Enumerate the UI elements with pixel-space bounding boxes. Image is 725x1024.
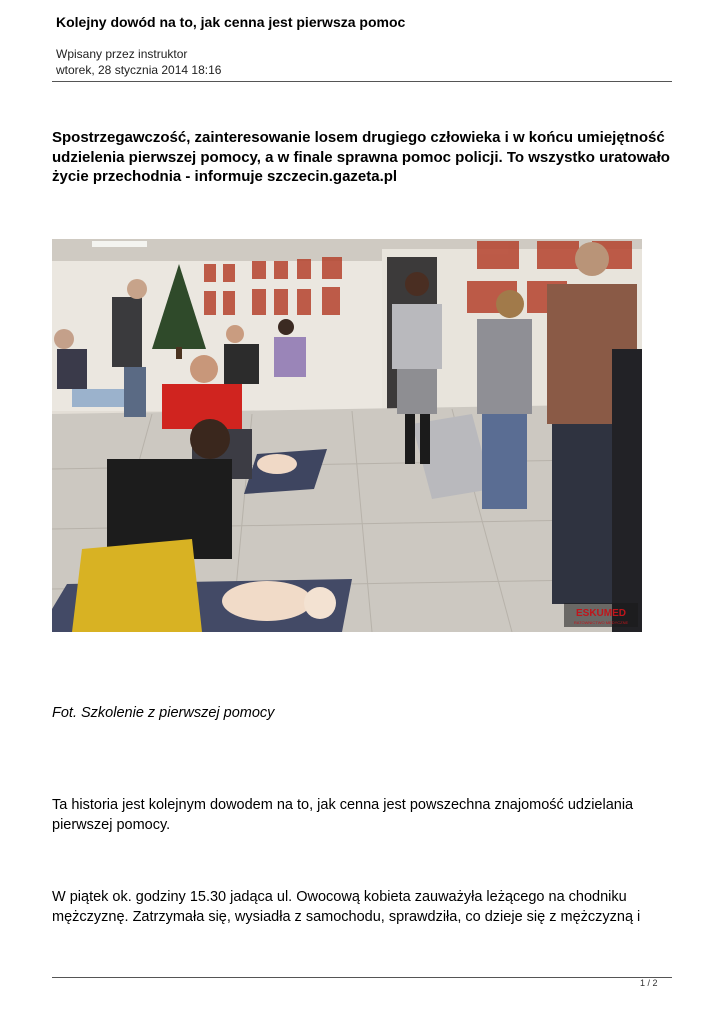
watermark-text: ESKUMED	[575, 608, 627, 619]
lead-line: życie przechodnia - informuje szczecin.gazeta.pl	[52, 168, 398, 185]
page-number: 1 / 2	[640, 978, 658, 988]
article-title: Kolejny dowód na to, jak cenna jest pierwsza pomoc	[56, 14, 406, 30]
lead-paragraph	[52, 128, 672, 187]
body-paragraph-2	[52, 887, 672, 927]
watermark-subtext: RATOWNICTWO MEDYCZNE	[573, 620, 629, 625]
header-divider	[52, 81, 672, 82]
lead-line: udzielenia pierwszej pomocy, a w finale sprawna pomoc policji. To wszystko uratowało	[52, 148, 670, 166]
article-meta	[56, 46, 221, 78]
paragraph-line: mężczyznę. Zatrzymała się, wysiadła z samochodu, sprawdziła, co dzieje się z mężczyzną i	[52, 909, 641, 925]
author-line: Wpisany przez instruktor	[56, 47, 188, 61]
first-aid-training-photo	[52, 239, 642, 632]
footer-divider	[52, 977, 672, 978]
article-photo	[52, 239, 642, 632]
paragraph-line: W piątek ok. godziny 15.30 jadąca ul. Owocową kobieta zauważyła leżącego na chodniku	[52, 889, 627, 905]
body-paragraph-1	[52, 795, 672, 835]
photo-caption: Fot. Szkolenie z pierwszej pomocy	[52, 705, 275, 721]
paragraph-line: Ta historia jest kolejnym dowodem na to, jak cenna jest powszechna znajomość udzielania	[52, 797, 634, 813]
lead-line: Spostrzegawczość, zainteresowanie losem drugiego człowieka i w końcu umiejętność	[52, 129, 665, 146]
date-line: wtorek, 28 stycznia 2014 18:16	[56, 63, 222, 77]
paragraph-line: pierwszej pomocy.	[52, 817, 171, 833]
